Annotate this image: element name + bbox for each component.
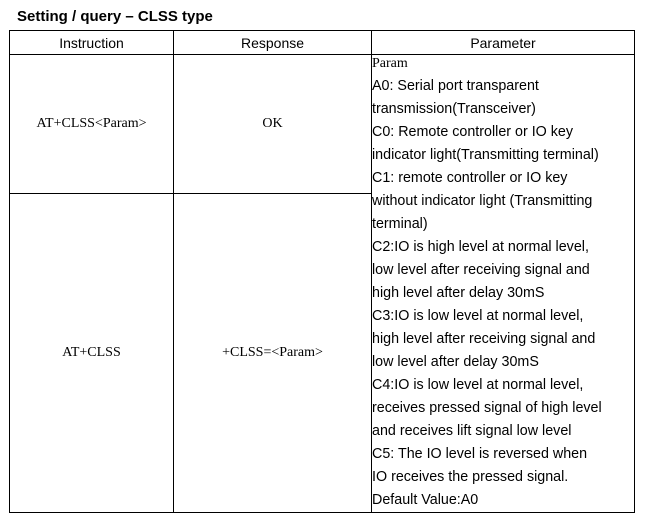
parameter-line: C2:IO is high level at normal level, xyxy=(372,239,589,255)
instruction-set-cell: AT+CLSS<Param> xyxy=(10,55,174,194)
parameter-line: and receives lift signal low level xyxy=(372,423,572,439)
parameter-line: high level after receiving signal and xyxy=(372,331,596,347)
header-row xyxy=(10,31,635,55)
response-set-cell: OK xyxy=(174,55,372,194)
header-instruction: Instruction xyxy=(10,31,174,55)
parameter-lines xyxy=(372,75,634,512)
header-response: Response xyxy=(174,31,372,55)
parameter-line: C3:IO is low level at normal level, xyxy=(372,308,584,324)
table-row xyxy=(10,55,635,194)
parameter-line: high level after delay 30mS xyxy=(372,285,545,301)
parameter-title: Param xyxy=(372,56,408,71)
parameter-line: indicator light(Transmitting terminal) xyxy=(372,147,599,163)
parameter-line: IO receives the pressed signal. xyxy=(372,469,569,485)
parameter-line: transmission(Transceiver) xyxy=(372,101,536,117)
instruction-query-cell: AT+CLSS xyxy=(10,193,174,512)
command-table xyxy=(9,30,635,513)
section-heading: Setting / query – CLSS type xyxy=(17,8,213,25)
parameter-line: C5: The IO level is reversed when xyxy=(372,446,588,462)
parameter-line: C1: remote controller or IO key xyxy=(372,170,568,186)
parameter-line: C4:IO is low level at normal level, xyxy=(372,377,584,393)
parameter-line: low level after delay 30mS xyxy=(372,354,539,370)
parameter-line: C0: Remote controller or IO key xyxy=(372,124,574,140)
parameter-line: Default Value:A0 xyxy=(372,492,479,508)
parameter-line: receives pressed signal of high level xyxy=(372,400,602,416)
parameter-line: terminal) xyxy=(372,216,428,232)
parameter-line: low level after receiving signal and xyxy=(372,262,590,278)
parameter-cell xyxy=(372,55,635,513)
response-query-cell: +CLSS=<Param> xyxy=(174,193,372,512)
parameter-line: without indicator light (Transmitting xyxy=(372,193,593,209)
parameter-line: A0: Serial port transparent xyxy=(372,78,539,94)
header-parameter: Parameter xyxy=(372,31,635,55)
